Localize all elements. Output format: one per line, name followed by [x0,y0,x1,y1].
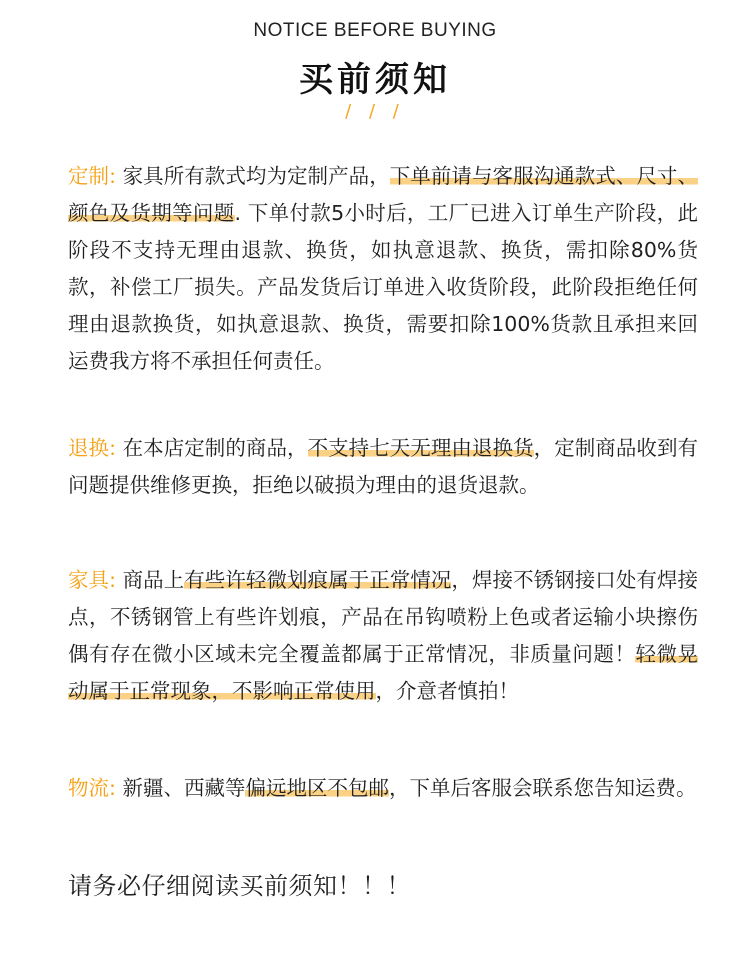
section-text: ，下单后客服会联系您告知运费。 [388,776,697,800]
section-text: 商品上 [122,568,185,592]
section-text: ，焊接不锈钢接口处有焊接点，不锈钢管上有些许划痕，产品在吊钩喷粉上色或者运输小块擦伤偶有存在微小区域未完全覆盖都属于正常情况，非质量问题！ [68,568,698,666]
section-text: 在本店定制的商品， [122,436,308,460]
section-text: ，介意者慎拍！ [375,679,519,703]
section-text: 家具所有款式均为定制产品， [122,164,390,188]
section-text: ，定制商品收到有问题提供维修更换，拒绝以破损为理由的退货退款。 [68,436,699,497]
section-label-custom: 定制: [68,164,117,188]
header-decoration: / / / [345,101,405,122]
highlight-text: 不支持七天无理由退换货 [307,436,534,460]
section-shipping [68,770,698,807]
highlight-text: 轻微晃动属于正常现象，不影响正常使用 [68,642,699,703]
section-label-furniture: 家具: [68,568,117,592]
section-label-return: 退换: [68,436,117,460]
highlight-text: 下单前请与客服沟通款式、尺寸、颜色及货期等问题 [68,164,698,225]
header-title-cn: 买前须知 [299,60,451,100]
section-text: . 下单付款5小时后，工厂已进入订单生产阶段，此阶段不支持无理由退款、换货，如执意退款、换货，需扣除80%货款，补偿工厂损失。产品发货后订单进入收货阶段，此阶段拒绝任何理由退款换货，如执意退款、换货，需要扣除100%货款且承担来回运费我方将不承担任何责任。 [68,201,698,373]
section-furniture [68,562,698,710]
highlight-text: 偏远地区不包邮 [245,776,389,800]
section-custom [68,158,698,380]
section-label-shipping: 物流: [68,776,116,800]
section-return [68,430,698,504]
final-reminder: 请务必仔细阅读买前须知！！！ [68,872,411,900]
highlight-text: 有些许轻微划痕属于正常情况 [184,568,452,592]
section-text: 新疆、西藏等 [122,776,246,800]
header-title-en: NOTICE BEFORE BUYING [253,20,497,41]
